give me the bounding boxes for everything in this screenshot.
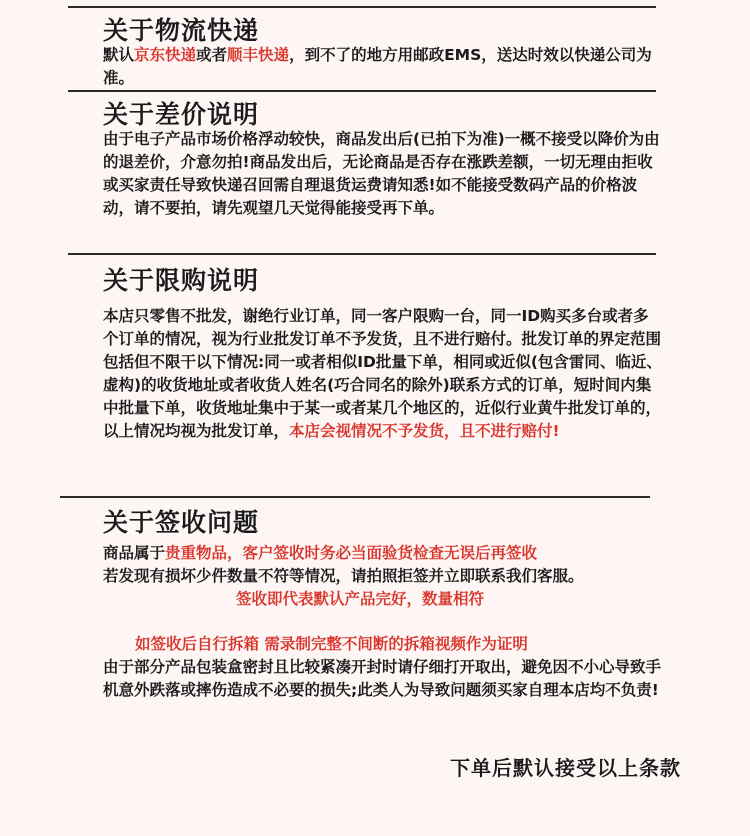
logistics-text — [103, 44, 663, 90]
signing-confirm-note: 签收即代表默认产品完好，数量相符 — [236, 590, 485, 608]
logistics-segment: ，到不了的地方用邮政EMS，送达时效以快递公司为准。 — [103, 46, 652, 87]
purchase-limit-warning: 本店会视情况不予发货，且不进行赔付! — [289, 422, 560, 440]
signing-line-2: 若发现有损坏少件数量不符等情况，请拍照拒签并立即联系我们客服。 — [103, 567, 584, 585]
terms-acceptance: 下单后默认接受以上条款 — [450, 756, 681, 780]
logistics-segment: 或者 — [196, 46, 228, 64]
logistics-segment: 默认 — [103, 46, 135, 64]
divider-3 — [68, 253, 656, 255]
packaging-text: 由于部分产品包装盒密封且比较紧凑开封时请仔细打开取出，避免因不小心导致手机意外跌落或摔伤造成不必要的损失;此类人为导致问题须买家自理本店均不负责! — [103, 658, 662, 699]
signing-segment: 贵重物品，客户签收时务必当面验货检查无误后再签收 — [165, 544, 538, 562]
section-title-logistics: 关于物流快递 — [103, 16, 260, 45]
logistics-segment: 京东快递 — [134, 46, 197, 64]
price-difference-text: 由于电子产品市场价格浮动较快，商品发出后(已拍下为准)一概不接受以降价为由的退差价，介意勿拍!商品发出后，无论商品是否存在涨跌差额，一切无理由拒收或买家责任导致快递召回需自理退货运费请知悉!如不能接受数码产品的价格波动，请不要拍，请先观望几天觉得能接受再下单。 — [103, 130, 660, 217]
section-title-price-difference: 关于差价说明 — [103, 100, 260, 129]
signing-segment: 商品属于 — [103, 544, 166, 562]
divider-4 — [60, 496, 650, 498]
logistics-segment: 顺丰快递 — [227, 46, 290, 64]
section-title-purchase-limit: 关于限购说明 — [103, 266, 260, 295]
section-title-signing: 关于签收问题 — [103, 508, 260, 537]
divider-2 — [68, 90, 656, 92]
signing-line-1 — [103, 542, 663, 565]
divider-top — [68, 6, 656, 8]
unboxing-video-note: 如签收后自行拆箱 需录制完整不间断的拆箱视频作为证明 — [135, 635, 528, 653]
purchase-limit-text — [103, 305, 663, 443]
purchase-limit-body: 本店只零售不批发，谢绝行业订单，同一客户限购一台，同一ID购买多台或者多个订单的情况，视为行业批发订单不予发货，且不进行赔付。批发订单的界定范围包括但不限干以下情况:同一或者相似ID批量下单，相同或近似(包含雷同、临近、虚构)的收货地址或者收货人姓名(巧合同名的除外)联系方式的订单，短时间内集中批量下单，收货地址集中于某一或者某几个地区的，近似行业黄牛批发订单的，以上情况均视为批发订单， — [103, 307, 662, 440]
